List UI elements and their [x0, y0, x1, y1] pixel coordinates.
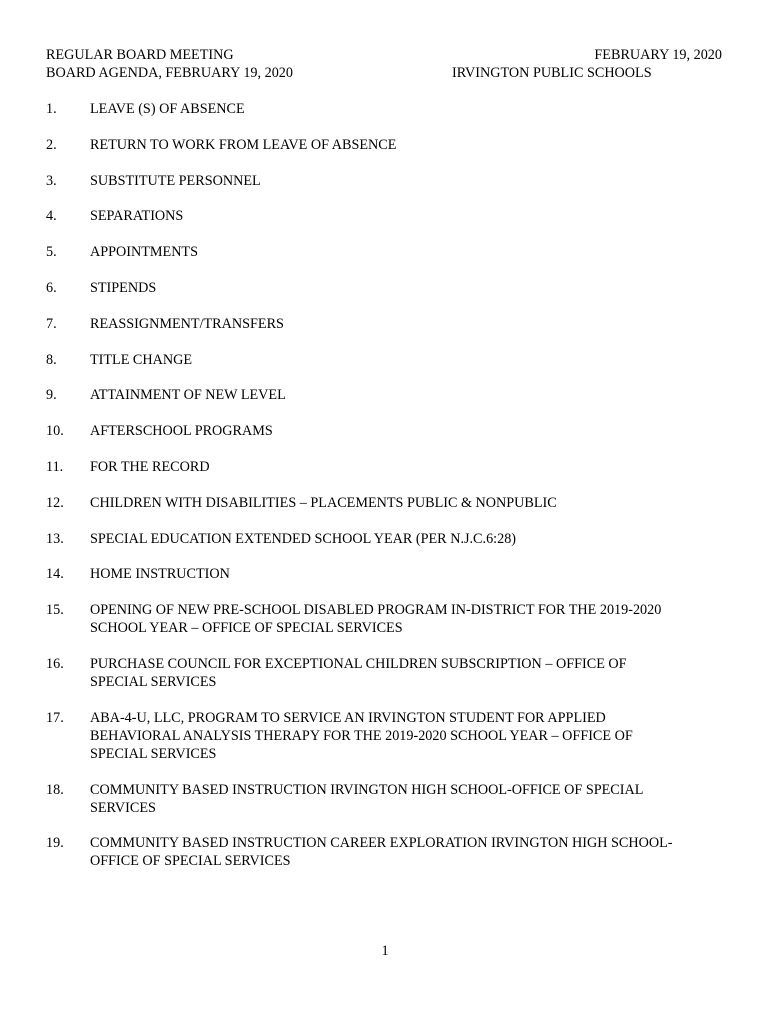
agenda-item-number: 6. — [46, 279, 57, 296]
agenda-item-number: 16. — [46, 655, 64, 672]
agenda-item — [46, 279, 726, 297]
agenda-item — [46, 458, 726, 476]
agenda-item-number: 13. — [46, 530, 64, 547]
agenda-item — [46, 834, 726, 870]
agenda-item-text: TITLE CHANGE — [90, 351, 193, 368]
agenda-title: BOARD AGENDA, FEBRUARY 19, 2020 — [46, 65, 293, 81]
agenda-item-number: 5. — [46, 244, 57, 261]
agenda-item — [46, 601, 726, 637]
agenda-item — [46, 100, 726, 118]
agenda-item — [46, 386, 726, 404]
agenda-item-number: 2. — [46, 136, 57, 153]
agenda-item-text: SUBSTITUTE PERSONNEL — [90, 172, 261, 189]
agenda-item — [46, 172, 726, 190]
meeting-date: FEBRUARY 19, 2020 — [594, 47, 722, 63]
agenda-item-text: COMMUNITY BASED INSTRUCTION IRVINGTON HIGH SCHOOL-OFFICE OF SPECIAL SERVICES — [90, 781, 644, 816]
agenda-item-text: OPENING OF NEW PRE-SCHOOL DISABLED PROGRAM IN-DISTRICT FOR THE 2019-2020 SCHOOL YEAR – OFFICE OF SPECIAL SERVICES — [90, 602, 662, 637]
agenda-item-number: 12. — [46, 494, 64, 511]
document-header — [46, 46, 726, 86]
agenda-item-text: LEAVE (S) OF ABSENCE — [90, 101, 245, 117]
agenda-item-text: REASSIGNMENT/TRANSFERS — [90, 315, 284, 332]
agenda-item-number: 7. — [46, 315, 57, 332]
agenda-item — [46, 565, 726, 583]
agenda-item-text: HOME INSTRUCTION — [90, 566, 230, 583]
page-number: 1 — [381, 943, 389, 959]
agenda-item-number: 9. — [46, 387, 57, 404]
agenda-item-text: AFTERSCHOOL PROGRAMS — [90, 423, 273, 440]
agenda-item-text: ATTAINMENT OF NEW LEVEL — [90, 387, 286, 404]
agenda-item-text: COMMUNITY BASED INSTRUCTION CAREER EXPLORATION IRVINGTON HIGH SCHOOL- OFFICE OF SPECIAL SERVICES — [90, 835, 673, 870]
agenda-item-text: APPOINTMENTS — [90, 244, 198, 261]
agenda-item — [46, 315, 726, 333]
agenda-item-number: 10. — [46, 423, 64, 440]
agenda-item-number: 1. — [46, 101, 57, 117]
agenda-item-text: STIPENDS — [90, 279, 157, 296]
agenda-item — [46, 422, 726, 440]
agenda-item — [46, 136, 726, 154]
agenda-item-number: 11. — [46, 458, 64, 475]
agenda-list — [46, 100, 726, 888]
agenda-item — [46, 243, 726, 261]
agenda-item — [46, 655, 726, 691]
agenda-item-text: FOR THE RECORD — [90, 458, 210, 475]
agenda-item-number: 3. — [46, 172, 57, 189]
district-name: IRVINGTON PUBLIC SCHOOLS — [452, 65, 652, 81]
agenda-item — [46, 781, 726, 817]
agenda-item-number: 14. — [46, 566, 64, 583]
agenda-item-text: PURCHASE COUNCIL FOR EXCEPTIONAL CHILDREN SUBSCRIPTION – OFFICE OF SPECIAL SERVICES — [90, 655, 627, 690]
agenda-item-text: RETURN TO WORK FROM LEAVE OF ABSENCE — [90, 136, 397, 153]
agenda-item — [46, 351, 726, 369]
agenda-item-text: SEPARATIONS — [90, 208, 184, 225]
agenda-item-text: ABA-4-U, LLC, PROGRAM TO SERVICE AN IRVINGTON STUDENT FOR APPLIED BEHAVIORAL ANALYSIS THERAPY FOR THE 2019-2020 SCHOOL YEAR – OFFICE OF SPECIAL SERVICES — [90, 709, 633, 762]
agenda-item — [46, 709, 726, 763]
meeting-type: REGULAR BOARD MEETING — [46, 47, 234, 63]
agenda-item — [46, 207, 726, 225]
agenda-item-number: 18. — [46, 781, 64, 798]
agenda-item-text: SPECIAL EDUCATION EXTENDED SCHOOL YEAR (PER N.J.C.6:28) — [90, 530, 517, 547]
agenda-item — [46, 494, 726, 512]
agenda-item-number: 4. — [46, 208, 57, 225]
agenda-item-number: 8. — [46, 351, 57, 368]
agenda-item — [46, 530, 726, 548]
agenda-item-text: CHILDREN WITH DISABILITIES – PLACEMENTS PUBLIC & NONPUBLIC — [90, 494, 557, 511]
agenda-item-number: 19. — [46, 835, 64, 852]
agenda-item-number: 15. — [46, 602, 64, 619]
agenda-item-number: 17. — [46, 709, 64, 726]
